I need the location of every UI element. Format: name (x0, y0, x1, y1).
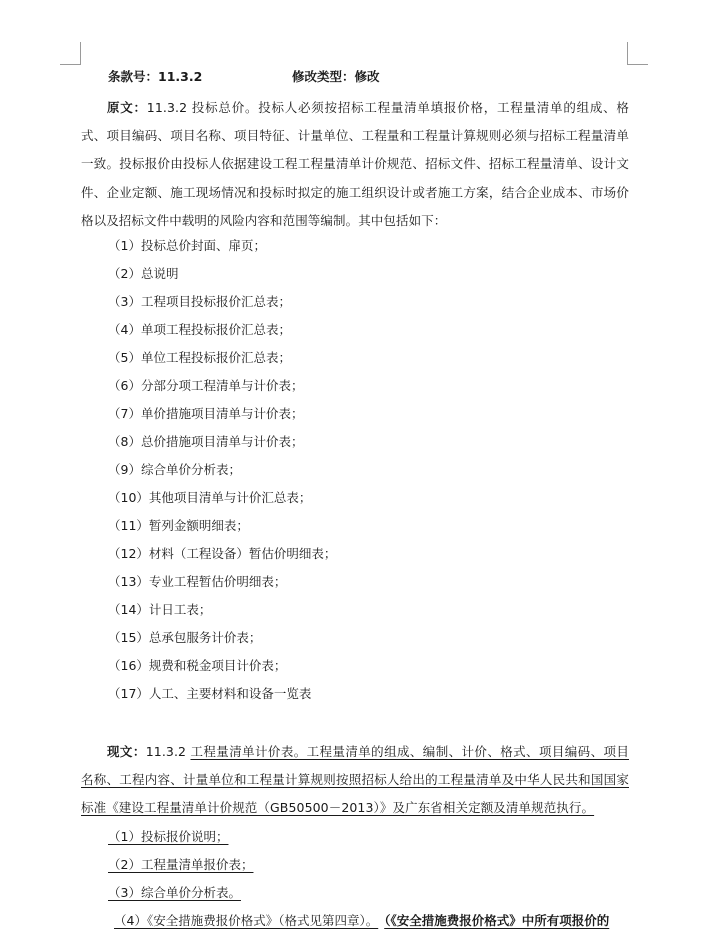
current-lead-label: 现文： (107, 744, 146, 759)
list-item: （13）专业工程暂估价明细表； (108, 574, 287, 589)
list-item: （5）单位工程投标报价汇总表； (108, 350, 291, 365)
list-item: （7）单价措施项目清单与计价表； (108, 406, 304, 421)
original-items-list (108, 232, 336, 708)
list-item-text: （3）综合单价分析表。 (108, 885, 241, 900)
original-lead-label: 原文： (107, 100, 147, 115)
current-clause-number: 11.3.2 (145, 744, 191, 759)
clause-number: 条款号：11.3.2 (108, 69, 203, 84)
list-item-bold-text: （《安全措施费报价格式》中所有项报价的 (384, 913, 610, 928)
list-item: （6）分部分项工程清单与计价表； (108, 378, 304, 393)
current-text-paragraph (81, 738, 629, 823)
modify-type: 修改类型：修改 (292, 69, 380, 84)
list-item (108, 907, 615, 932)
list-item: （17）人工、主要材料和设备一览表 (108, 686, 312, 701)
list-item: （2）总说明 (108, 266, 179, 281)
list-item: （8）总价措施项目清单与计价表； (108, 434, 304, 449)
list-item: （1）投标总价封面、扉页； (108, 238, 266, 253)
margin-corner-mark-left (60, 42, 81, 65)
current-items-list (108, 823, 615, 932)
list-item-text: （1）投标报价说明； (108, 829, 229, 844)
list-item-text: （4）《安全措施费报价格式》（格式见第四章）。 (114, 913, 379, 928)
list-item: （10）其他项目清单与计价汇总表； (108, 490, 312, 505)
list-item: （11）暂列金额明细表； (108, 518, 249, 533)
list-item: （4）单项工程投标报价汇总表； (108, 322, 291, 337)
current-body-text: 工程量清单计价表。工程量清单的组成、编制、计价、格式、项目编码、项目名称、工程内容、计量单位和工程量计算规则按照招标人给出的工程量清单及中华人民共和国国家标准《建设工程量清单计价规范（GB50500－2013）》及广东省相关定额及清单规范执行。 (81, 744, 630, 816)
original-body-text: 11.3.2 投标总价。投标人必须按招标工程量清单填报价格，工程量清单的组成、格式、项目编码、项目名称、项目特征、计量单位、工程量和工程量计算规则必须与招标工程量清单一致。投标报价由投标人依据建设工程工程量清单计价规范、招标文件、招标工程量清单、设计文件、企业定额、施工现场情况和投标时拟定的施工组织设计或者施工方案，结合企业成本、市场价格以及招标文件中载明的风险内容和范围等编制。其中包括如下： (81, 100, 629, 228)
original-text-paragraph (81, 94, 629, 235)
margin-corner-mark-right (627, 42, 648, 65)
list-item (108, 879, 615, 907)
list-item: （9）综合单价分析表； (108, 462, 241, 477)
list-item: （16）规费和税金项目计价表； (108, 658, 287, 673)
list-item: （14）计日工表； (108, 602, 212, 617)
list-item-text: （2）工程量清单报价表； (108, 857, 254, 872)
list-item (108, 823, 615, 851)
list-item: （15）总承包服务计价表； (108, 630, 262, 645)
list-item: （3）工程项目投标报价汇总表； (108, 294, 291, 309)
list-item: （12）材料（工程设备）暂估价明细表； (108, 546, 337, 561)
list-item (108, 851, 615, 879)
